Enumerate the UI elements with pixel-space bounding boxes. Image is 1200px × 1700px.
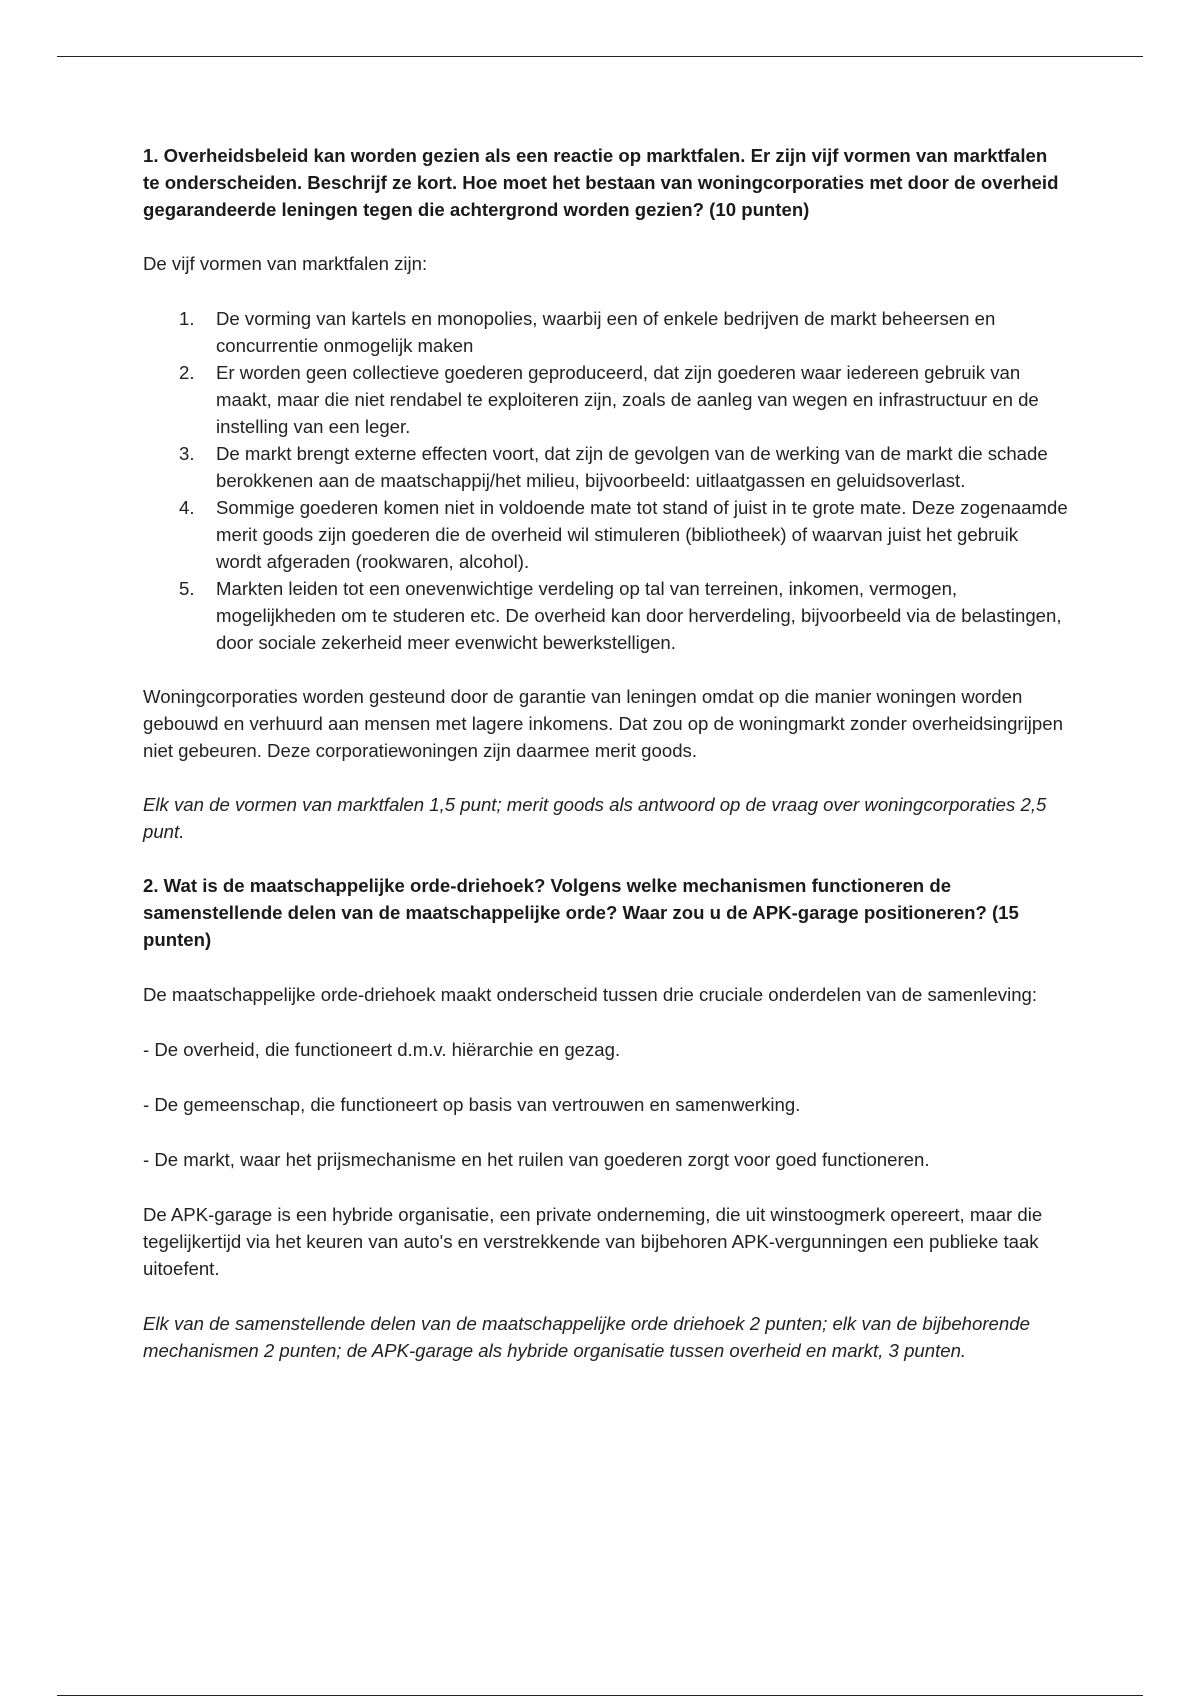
question-2-answer: De APK-garage is een hybride organisatie, een private onderneming, die uit winstoogmerk opereert, maar die tegelijkertijd via het keuren van auto's en verstrekkende van bijbehoren APK-vergunningen een publieke taak uitoefent.	[143, 1204, 1043, 1279]
list-item-number: 3.	[179, 443, 195, 464]
list-item-number: 2.	[179, 362, 195, 383]
list-item	[143, 575, 1068, 656]
list-item-text: De markt brengt externe effecten voort, dat zijn de gevolgen van de werking van de markt die schade berokkenen aan de maatschappij/het milieu, bijvoorbeeld: uitlaatgassen en geluidsoverlast.	[216, 443, 1048, 491]
list-item-text: Er worden geen collectieve goederen geproduceerd, dat zijn goederen waar iedereen gebruik van maakt, maar die niet rendabel te exploiteren zijn, zoals de aanleg van wegen en infrastructuur en de instelling van een leger.	[216, 362, 1039, 437]
list-item-text: De vorming van kartels en monopolies, waarbij een of enkele bedrijven de markt beheersen en concurrentie onmogelijk maken	[216, 308, 996, 356]
list-item-text: Sommige goederen komen niet in voldoende mate tot stand of juist in te grote mate. Deze zogenaamde merit goods zijn goederen die de overheid wil stimuleren (bibliotheek) of waarvan juist het gebruik wordt afgeraden (rookwaren, alcohol).	[216, 497, 1068, 572]
question-2-intro: De maatschappelijke orde-driehoek maakt onderscheid tussen drie cruciale onderdelen van de samenleving:	[143, 984, 1038, 1005]
list-item	[143, 440, 1068, 494]
question-2-title: 2. Wat is de maatschappelijke orde-driehoek? Volgens welke mechanismen functioneren de samenstellende delen van de maatschappelijke orde? Waar zou u de APK-garage positioneren? (15 punten)	[143, 875, 1019, 950]
market-failure-list	[143, 305, 1068, 656]
document-body	[143, 142, 1068, 1364]
header-rule	[57, 56, 1143, 57]
list-item-text: Markten leiden tot een onevenwichtige verdeling op tal van terreinen, inkomen, vermogen, mogelijkheden om te studeren etc. De overheid kan door herverdeling, bijvoorbeeld via de belastingen, door sociale zekerheid meer evenwicht bewerkstelligen.	[216, 578, 1062, 653]
bullet-government: - De overheid, die functioneert d.m.v. hiërarchie en gezag.	[143, 1039, 621, 1060]
bullet-community: - De gemeenschap, die functioneert op basis van vertrouwen en samenwerking.	[143, 1094, 801, 1115]
question-2-scoring: Elk van de samenstellende delen van de maatschappelijke orde driehoek 2 punten; elk van de bijbehorende mechanismen 2 punten; de APK-garage als hybride organisatie tussen overheid en markt, 3 punten.	[143, 1313, 1030, 1361]
list-item	[143, 494, 1068, 575]
list-item-number: 5.	[179, 578, 195, 599]
bullet-market: - De markt, waar het prijsmechanisme en het ruilen van goederen zorgt voor goed functioneren.	[143, 1149, 930, 1170]
question-1-title: 1. Overheidsbeleid kan worden gezien als een reactie op marktfalen. Er zijn vijf vormen van marktfalen te onderscheiden. Beschrijf ze kort. Hoe moet het bestaan van woningcorporaties met door de overheid gegarandeerde leningen tegen die achtergrond worden gezien? (10 punten)	[143, 145, 1059, 220]
list-item-number: 1.	[179, 308, 195, 329]
question-1-scoring: Elk van de vormen van marktfalen 1,5 punt; merit goods als antwoord op de vraag over woningcorporaties 2,5 punt.	[143, 794, 1047, 842]
question-1-answer: Woningcorporaties worden gesteund door de garantie van leningen omdat op die manier woningen worden gebouwd en verhuurd aan mensen met lagere inkomens. Dat zou op de woningmarkt zonder overheidsingrijpen niet gebeuren. Deze corporatiewoningen zijn daarmee merit goods.	[143, 686, 1063, 761]
list-item	[143, 359, 1068, 440]
question-1-intro: De vijf vormen van marktfalen zijn:	[143, 253, 428, 274]
footer-rule	[57, 1695, 1143, 1696]
list-item-number: 4.	[179, 497, 195, 518]
list-item	[143, 305, 1068, 359]
